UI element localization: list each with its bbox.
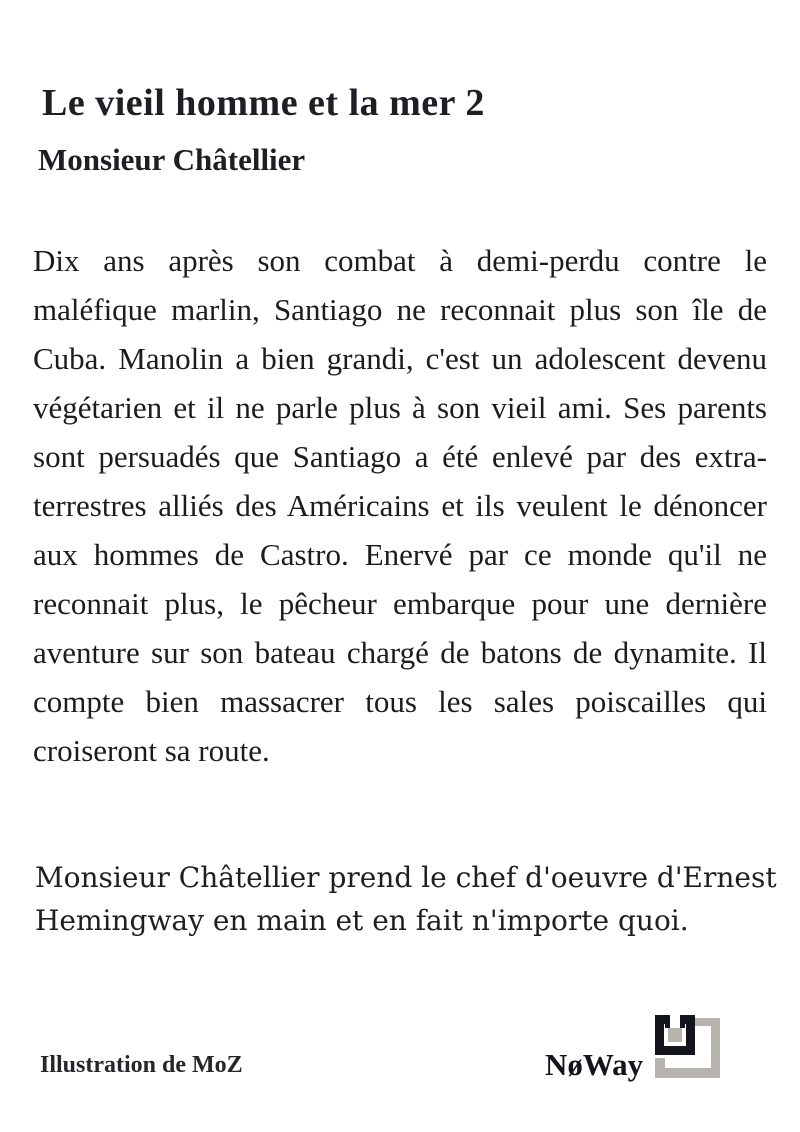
logo-center-square: [668, 1028, 682, 1042]
logo-hook-right: [680, 1015, 685, 1028]
page-subtitle: Monsieur Châtellier: [38, 142, 306, 177]
page-title: Le vieil homme et la mer 2: [42, 82, 485, 124]
tagline-paragraph: Monsieur Châtellier prend le chef d'oeuvre d'Ernest Hemingway en main et en fait n'importe quoi.: [35, 861, 777, 937]
synopsis-paragraph: Dix ans après son combat à demi-perdu contre le maléfique marlin, Santiago ne reconnait plus son île de Cuba. Manolin a bien grandi, c'est un adolescent devenu végétarien et il ne parle plus à son vieil ami. Ses parents sont persuadés que Santiago a été enlevé par des extra-terrestres alliés des Américains et ils veulent le dénoncer aux hommes de Castro. Enervé par ce monde qu'il ne reconnait plus, le pêcheur embarque pour une dernière aventure sur son bateau chargé de batons de dynamite. Il compte bien massacrer tous les sales poiscailles qui croiseront sa route.: [33, 243, 767, 768]
logo-hook-left: [665, 1015, 670, 1028]
logo-top-notch: [670, 1015, 680, 1024]
noway-brand-text: NøWay: [545, 1047, 644, 1082]
illustration-credit: Illustration de MoZ: [40, 1052, 243, 1078]
logo-arm-left-stub: [655, 1058, 665, 1078]
noway-square-spiral-icon: [655, 1015, 720, 1082]
